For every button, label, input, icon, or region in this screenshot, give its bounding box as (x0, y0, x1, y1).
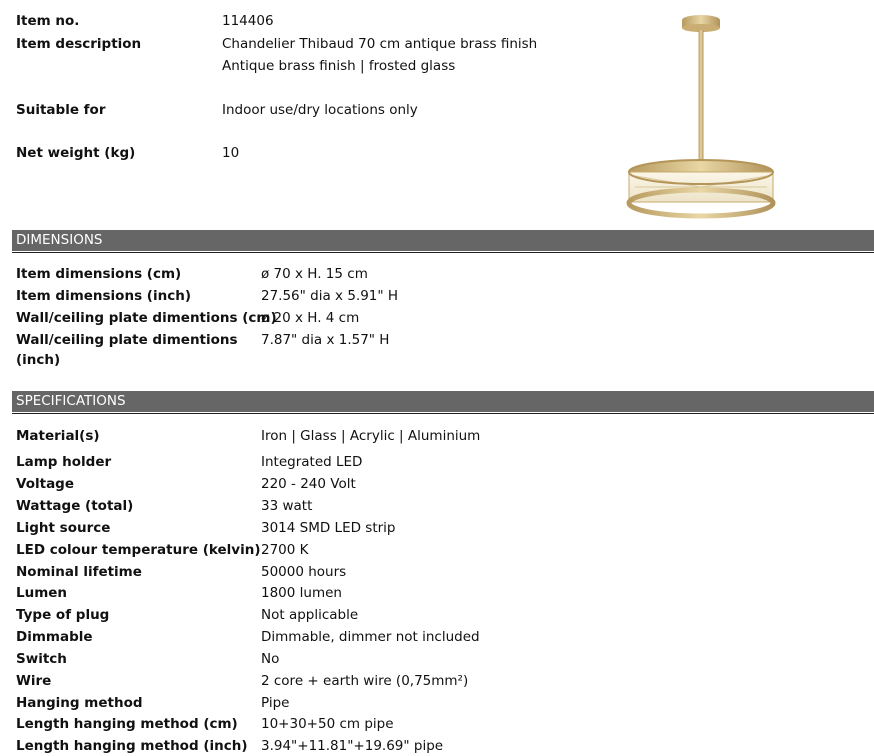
spec-value: Iron | Glass | Acrylic | Aluminium (261, 428, 481, 444)
dimension-label: Wall/ceiling plate dimentions (cm) (16, 310, 277, 326)
spec-value: 2700 K (261, 542, 309, 558)
spec-value: Integrated LED (261, 454, 363, 470)
suitable-for-label: Suitable for (16, 102, 106, 118)
spec-value: 3.94"+11.81"+19.69" pipe (261, 738, 444, 754)
spec-label: Type of plug (16, 607, 110, 623)
spec-value: 33 watt (261, 498, 313, 514)
dimension-value: ø 20 x H. 4 cm (261, 310, 360, 326)
dimension-label: Item dimensions (cm) (16, 266, 182, 282)
spec-label: Switch (16, 651, 67, 667)
spec-value: 50000 hours (261, 564, 347, 580)
dimension-value: 27.56" dia x 5.91" H (261, 288, 399, 304)
net-weight-label: Net weight (kg) (16, 145, 136, 161)
dimension-value: 7.87" dia x 1.57" H (261, 332, 390, 348)
net-weight-value: 10 (222, 145, 240, 161)
dimension-label: Item dimensions (inch) (16, 288, 191, 304)
dimension-value: ø 70 x H. 15 cm (261, 266, 368, 282)
spec-value: 2 core + earth wire (0,75mm²) (261, 673, 469, 689)
specifications-divider (12, 413, 874, 414)
spec-label: Lumen (16, 585, 68, 601)
spec-value: 1800 lumen (261, 585, 342, 601)
item-description-line1: Chandelier Thibaud 70 cm antique brass finish (222, 36, 538, 52)
spec-label: Wire (16, 673, 52, 689)
suitable-for-value: Indoor use/dry locations only (222, 102, 418, 118)
spec-label: Hanging method (16, 695, 143, 711)
spec-value: Pipe (261, 695, 290, 711)
dimensions-divider (12, 252, 874, 253)
spec-label: Length hanging method (inch) (16, 738, 248, 754)
hanging-pipe-icon (699, 30, 704, 170)
spec-value: Dimmable, dimmer not included (261, 629, 480, 645)
spec-value: Not applicable (261, 607, 359, 623)
item-description-line2: Antique brass finish | frosted glass (222, 58, 456, 74)
dimension-label: Wall/ceiling plate dimentions (inch) (16, 332, 238, 368)
spec-label: Length hanging method (cm) (16, 716, 238, 732)
spec-value: 10+30+50 cm pipe (261, 716, 394, 732)
spec-label: Dimmable (16, 629, 93, 645)
spec-label: Material(s) (16, 428, 100, 444)
spec-value: 220 - 240 Volt (261, 476, 356, 492)
chandelier-image (625, 10, 777, 220)
specifications-header: SPECIFICATIONS (12, 391, 874, 412)
item-description-label: Item description (16, 36, 142, 52)
spec-label: Light source (16, 520, 111, 536)
spec-label: Lamp holder (16, 454, 112, 470)
spec-label: Voltage (16, 476, 74, 492)
spec-label: Wattage (total) (16, 498, 134, 514)
spec-label: Nominal lifetime (16, 564, 142, 580)
spec-label: LED colour temperature (kelvin) (16, 542, 261, 558)
spec-value: 3014 SMD LED strip (261, 520, 396, 536)
item-no-value: 114406 (222, 13, 274, 29)
spec-value: No (261, 651, 280, 667)
dimensions-header: DIMENSIONS (12, 230, 874, 251)
item-no-label: Item no. (16, 13, 80, 29)
